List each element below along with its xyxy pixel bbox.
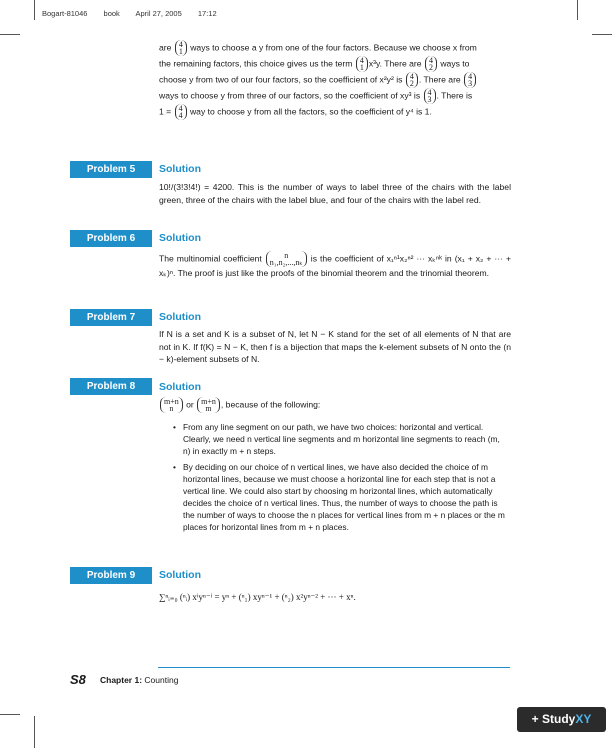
problem-8-label: Problem 8 <box>70 378 152 395</box>
binom-4-2: 4 2 <box>425 56 437 72</box>
binom-4-3: 4 3 <box>464 72 476 88</box>
problem-5-solution-heading: Solution <box>159 163 201 175</box>
binom-4-1: 4 1 <box>175 40 187 56</box>
binom-mn-n: m+n n <box>160 397 183 413</box>
crop-mark <box>577 0 578 20</box>
intro-paragraph: are 4 1 ways to choose a y from one of the four factors. Because we choose x from the remaining factors, this choice gives us the term 4 1 x³y. There are 4 2 ways to choose y from two of our four factors, so the coefficient of x²y² is 4 2 . There are 4 3 ways to choose y from three of our factors, so the coefficient of xy³ is 4 3 . There is 1 = 4 4 way to choose y from all the factors, so the coefficient of y⁴ is 1. <box>159 40 477 120</box>
problem-7-solution-heading: Solution <box>159 311 201 323</box>
binom-mn-m: m+n m <box>197 397 220 413</box>
binom-4-2b: 4 2 <box>406 72 418 88</box>
page-number: S8 <box>70 672 86 687</box>
print-header <box>42 9 231 18</box>
multinomial-coefficient: n n₁,n₂,...,nₖ <box>266 251 307 267</box>
problem-6-label: Problem 6 <box>70 230 152 247</box>
problem-8-bullets <box>173 421 505 537</box>
problem-7-text: If N is a set and K is a subset of N, let N − K stand for the set of all elements of N that are not in K. If f(K) = N − K, then f is a bijection that maps the k-element subsets of N onto the (n − k)-element subsets of N. <box>159 329 511 364</box>
problem-5-label: Problem 5 <box>70 161 152 178</box>
crop-mark <box>592 34 612 35</box>
header-time: 17:12 <box>197 9 217 18</box>
crop-mark <box>34 0 35 20</box>
binom-4-3b: 4 3 <box>424 88 436 104</box>
header-type: book <box>103 9 120 18</box>
list-item: • By deciding on our choice of n vertical lines, we have also decided the choice of m horizontal lines, because we must choose a horizontal line for each step that is not a vertical line. We could also start by choosing m horizontal lines, which automatically decides the choice of n vertical lines. Thus, the number of ways to choose the path is the number of ways to choose the n places for vertical lines from m + n places or the m places for horizontal lines from m + n places. <box>173 461 505 533</box>
problem-8-intro: m+n n or m+n m , because of the following: <box>159 397 511 413</box>
header-id: Bogart-81046 <box>42 9 88 18</box>
studyxy-logo: + StudyXY <box>517 707 606 732</box>
problem-8-solution-heading: Solution <box>159 381 201 393</box>
header-date: April 27, 2005 <box>135 9 182 18</box>
crop-mark <box>0 34 20 35</box>
problem-6-solution-heading: Solution <box>159 232 201 244</box>
problem-5-text: 10!/(3!3!4!) = 4200. This is the number of ways to label three of the chairs with the label green, three of the chairs with the label blue, and four of the chairs with the label red. <box>159 182 511 205</box>
chapter-title: Chapter 1: Counting <box>100 675 179 685</box>
problem-7-label: Problem 7 <box>70 309 152 326</box>
crop-mark <box>0 714 20 715</box>
footer-rule <box>158 667 510 668</box>
crop-mark <box>34 716 35 748</box>
binom-4-1b: 4 1 <box>356 56 368 72</box>
list-item: • From any line segment on our path, we have two choices: horizontal and vertical. Clearly, we need n vertical line segments and m horizontal line segments to reach (m, n) in exactly m + n steps. <box>173 421 505 457</box>
problem-9-solution-heading: Solution <box>159 569 201 581</box>
problem-6-text: The multinomial coefficient n n₁,n₂,...,nₖ is the coefficient of x₁ⁿ¹x₂ⁿ² ··· xₖⁿᵏ in (x₁ + x₂ + ··· + xₖ)ⁿ. The proof is just like the proofs of the binomial theorem and the trinomial theorem. <box>159 251 511 278</box>
binom-4-4: 4 4 <box>175 104 187 120</box>
problem-9-formula: ∑ⁿᵢ₌₀ (ⁿᵢ) xⁱyⁿ⁻ⁱ = yⁿ + (ⁿ₁) xyⁿ⁻¹ + (ⁿ₂) x²yⁿ⁻² + ··· + xⁿ. <box>159 592 356 602</box>
problem-9-label: Problem 9 <box>70 567 152 584</box>
